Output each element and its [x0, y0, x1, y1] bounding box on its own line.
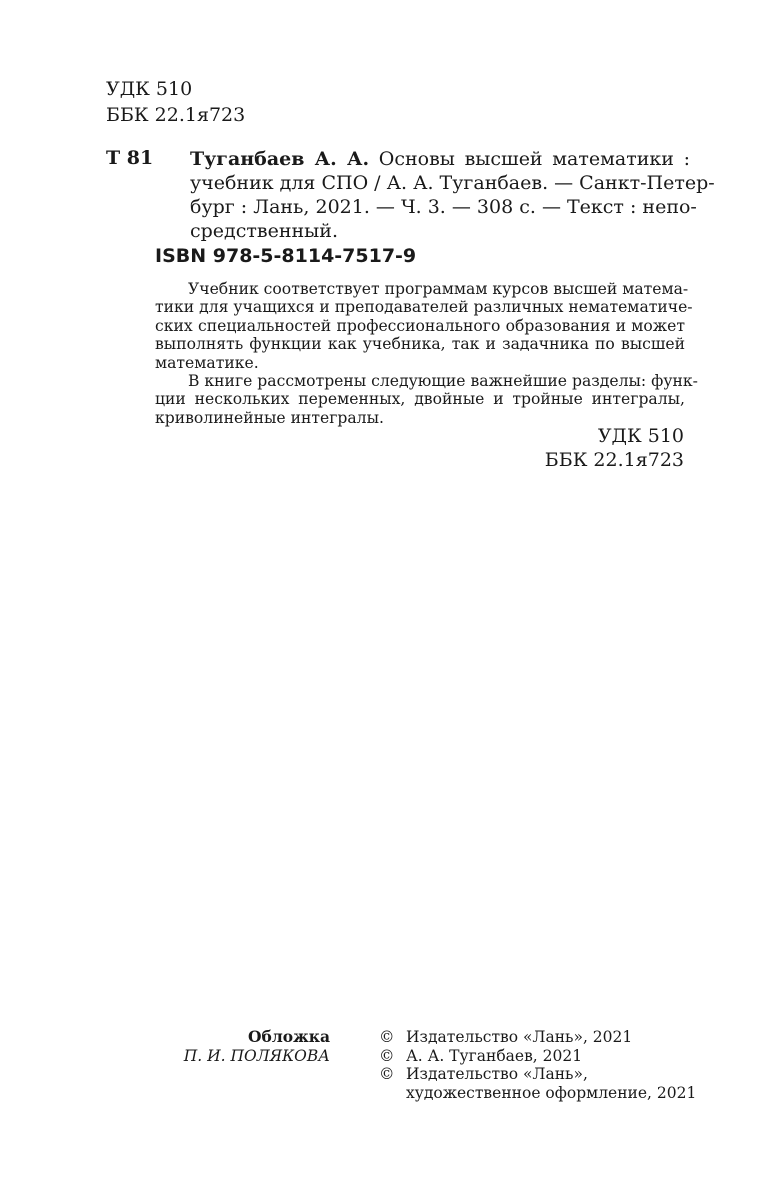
bbk-code: ББК 22.1я723 [106, 104, 246, 126]
annotation-line: криволинейные интегралы. [155, 408, 384, 427]
copyright-text-continued: художественное оформление, 2021 [406, 1083, 697, 1102]
author-mark: Т 81 [106, 147, 154, 169]
annotation-line: тики для учащихся и преподавателей различных нематематиче- [155, 298, 693, 317]
copyright-symbol: © [379, 1065, 395, 1083]
classification-codes-bottom [545, 424, 684, 472]
annotation-line: ских специальностей профессионального образования и может [155, 316, 685, 335]
copyright-line [379, 1028, 696, 1047]
copyright-text: Издательство «Лань», 2021 [406, 1028, 633, 1046]
copyright-symbol: © [379, 1046, 395, 1065]
annotation [155, 280, 698, 427]
cover-designer: П. И. ПОЛЯКОВА [183, 1046, 330, 1065]
annotation-line: выполнять функции как учебника, так и задачника по высшей [155, 335, 685, 354]
copyright-line [379, 1047, 696, 1066]
copyright-symbol: © [379, 1028, 395, 1046]
copyright-block [379, 1028, 696, 1102]
entry-title: Основы высшей математики : [378, 148, 690, 170]
udk-code: УДК 510 [106, 78, 193, 100]
copyright-line [379, 1065, 696, 1084]
cover-label: Обложка [248, 1027, 330, 1046]
bbk-code: ББК 22.1я723 [544, 449, 684, 471]
isbn: ISBN 978-5-8114-7517-9 [155, 245, 417, 267]
annotation-line: В книге рассмотрены следующие важнейшие разделы: функ- [188, 372, 698, 391]
annotation-line: ции нескольких переменных, двойные и тройные интегралы, [155, 390, 685, 409]
udk-code: УДК 510 [597, 425, 684, 447]
entry-line-2: учебник для СПО / А. А. Туганбаев. — Санкт-Петер- [190, 172, 715, 194]
annotation-line: математике. [155, 353, 259, 372]
cover-credit [184, 1028, 330, 1065]
bibliographic-entry [190, 147, 715, 243]
copyright-text: Издательство «Лань», [406, 1065, 588, 1083]
entry-line-4: средственный. [190, 220, 338, 242]
copyright-text: А. А. Туганбаев, 2021 [406, 1046, 583, 1065]
entry-line-1 [190, 147, 690, 171]
entry-line-3: бург : Лань, 2021. — Ч. 3. — 308 с. — Текст : непо- [190, 196, 697, 218]
annotation-line: Учебник соответствует программам курсов высшей матема- [188, 280, 689, 298]
entry-author: Туганбаев А. А. [190, 148, 370, 170]
classification-codes-top [106, 76, 245, 128]
